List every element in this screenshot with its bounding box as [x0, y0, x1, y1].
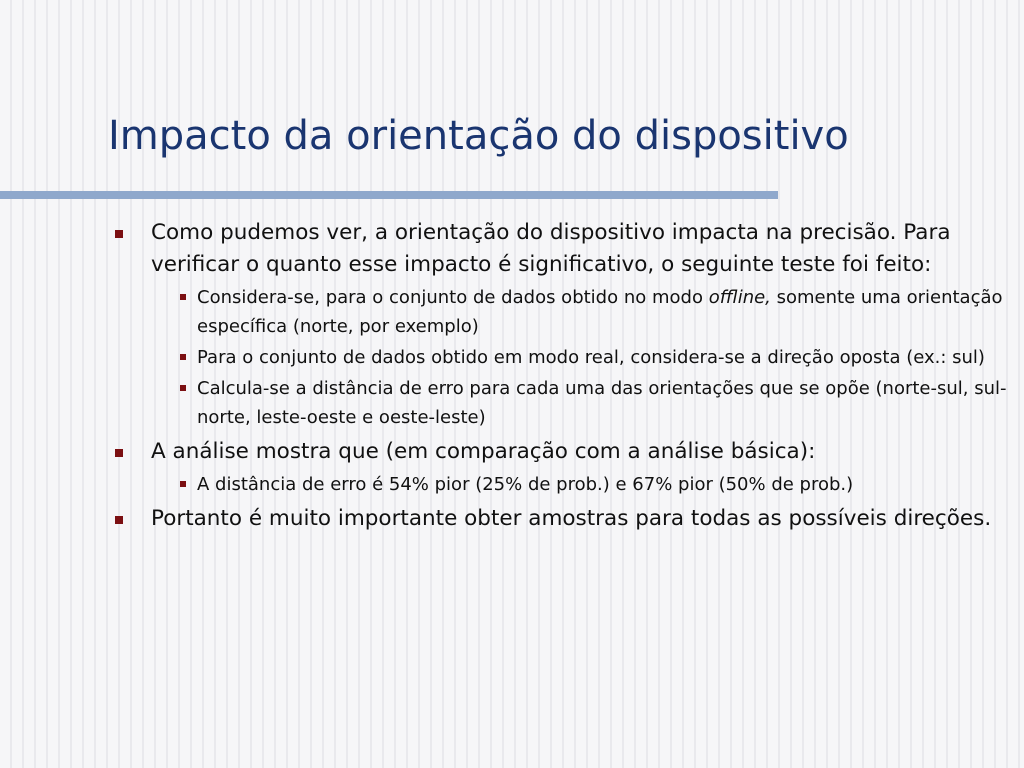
sub-bullet-text: Para o conjunto de dados obtido em modo real, considera-se a direção oposta (ex.: sul)	[197, 347, 985, 368]
square-bullet-icon	[180, 294, 186, 300]
bullet-text: Como pudemos ver, a orientação do dispositivo impacta na precisão. Para verificar o quanto esse impacto é significativo, o seguinte teste foi feito:	[151, 220, 951, 277]
title-underline	[0, 191, 778, 199]
bullet-text: Portanto é muito importante obter amostras para todas as possíveis direções.	[151, 506, 992, 531]
square-bullet-icon	[115, 449, 123, 457]
square-bullet-icon	[180, 354, 186, 360]
slide-content	[110, 217, 1010, 539]
bullet-item-2	[110, 436, 1010, 499]
sub-bullet-text-before: Considera-se, para o conjunto de dados obtido no modo	[197, 287, 709, 308]
sub-bullet-item-1-1	[151, 283, 1010, 341]
sub-bullet-text-after: somente uma orientação específica (norte, por exemplo)	[197, 287, 1003, 337]
sub-bullet-emphasis: offline,	[708, 287, 771, 308]
bullet-item-1	[110, 217, 1010, 432]
bullet-list	[110, 217, 1010, 535]
slide-title: Impacto da orientação do dispositivo	[108, 113, 849, 159]
sub-bullet-item-1-3	[151, 374, 1010, 432]
sub-bullet-list	[151, 470, 1010, 499]
sub-bullet-item-1-2	[151, 343, 1010, 372]
sub-bullet-text: Calcula-se a distância de erro para cada uma das orientações que se opõe (norte-sul, sul-norte, leste-oeste e oeste-leste)	[197, 378, 1007, 428]
bullet-item-3	[110, 503, 1010, 535]
sub-bullet-text: A distância de erro é 54% pior (25% de prob.) e 67% pior (50% de prob.)	[197, 474, 854, 495]
square-bullet-icon	[180, 385, 186, 391]
square-bullet-icon	[180, 481, 186, 487]
bullet-text: A análise mostra que (em comparação com a análise básica):	[151, 439, 816, 464]
sub-bullet-list	[151, 283, 1010, 432]
square-bullet-icon	[115, 516, 123, 524]
sub-bullet-item-2-1	[151, 470, 1010, 499]
square-bullet-icon	[115, 230, 123, 238]
